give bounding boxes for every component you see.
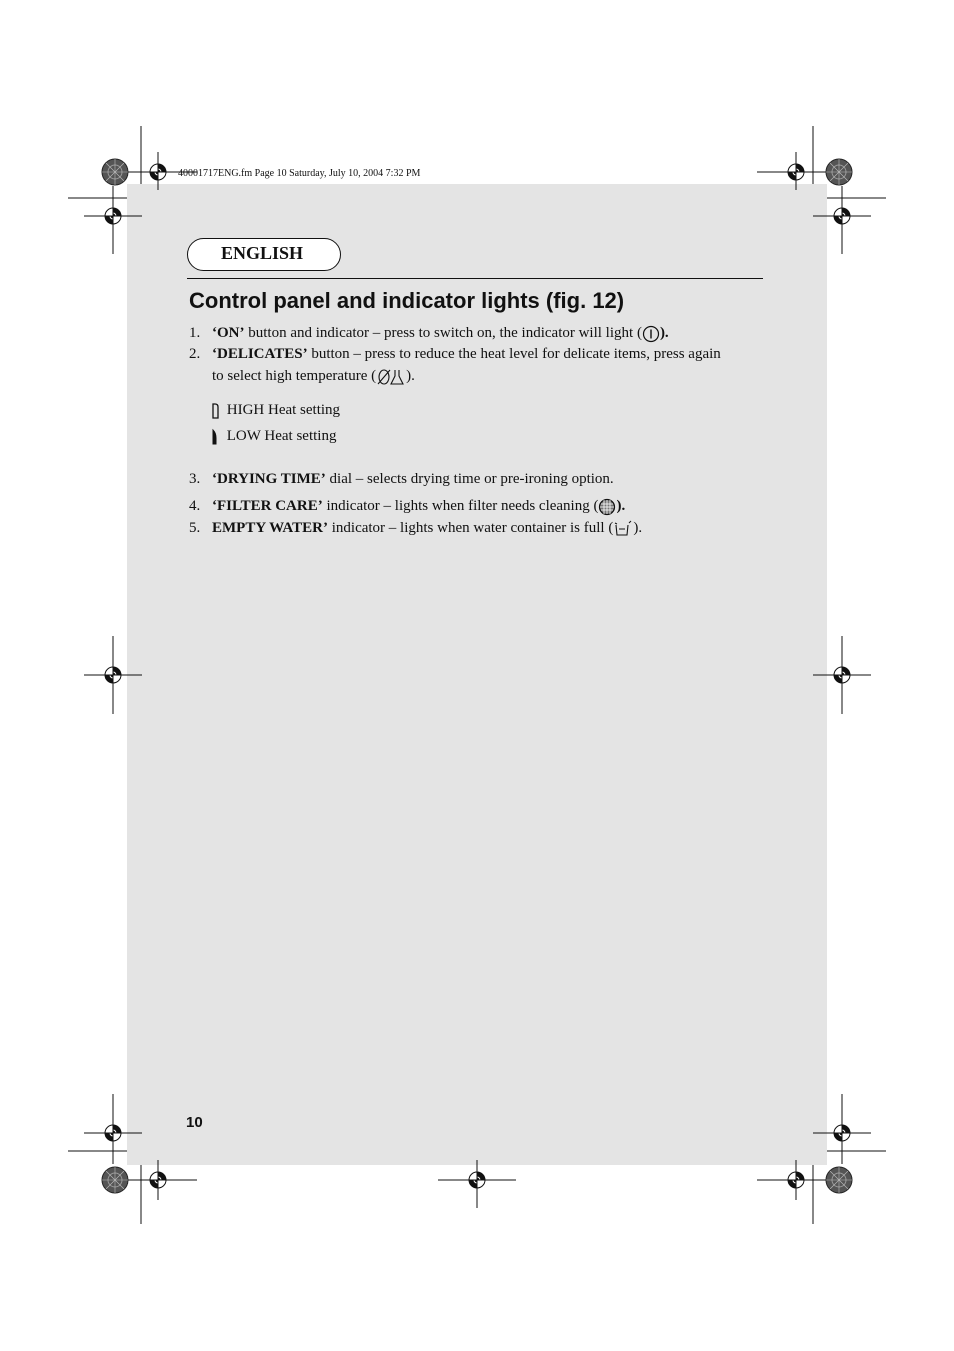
list-item-continuation [212, 367, 415, 386]
item-text: button and indicator – press to switch on, the indicator will light ( [244, 325, 642, 341]
item-number: 4. [189, 498, 201, 514]
heat-setting-high [211, 401, 340, 420]
page-title: Control panel and indicator lights (fig. 12) [189, 288, 625, 313]
language-tab [187, 238, 341, 271]
list-item [212, 470, 614, 488]
filter-icon [598, 498, 616, 516]
item-number: 3. [189, 471, 201, 487]
high-heat-icon [211, 402, 223, 420]
low-heat-icon [211, 428, 223, 446]
item-text: indicator – lights when filter needs cleaning ( [322, 498, 599, 514]
item-term: ‘DRYING TIME’ [212, 471, 326, 487]
delicates-icon [376, 368, 406, 386]
item-end: ). [616, 498, 626, 514]
item-text: dial – selects drying time or pre-ironing option. [325, 471, 614, 487]
item-number: 2. [189, 346, 201, 362]
item-text: indicator – lights when water container is full ( [327, 520, 614, 536]
item-term: EMPTY WATER’ [212, 520, 328, 536]
heat-setting-label: HIGH Heat setting [226, 402, 341, 418]
item-term: ‘DELICATES’ [212, 346, 308, 362]
item-term: ‘FILTER CARE’ [212, 498, 323, 514]
list-item [212, 497, 625, 516]
language-label: ENGLISH [221, 243, 304, 263]
item-text: to select high temperature ( [212, 368, 377, 384]
power-icon [642, 325, 660, 343]
item-end: ). [406, 368, 415, 384]
list-item [212, 324, 669, 343]
item-text: button – press to reduce the heat level for delicate items, press again [307, 346, 721, 362]
item-end: ). [633, 520, 643, 536]
list-item [212, 519, 642, 538]
heat-setting-label: LOW Heat setting [226, 428, 337, 444]
heat-setting-low [211, 427, 336, 446]
water-container-icon [613, 520, 633, 538]
list-item [212, 345, 721, 363]
file-slug: 40001717ENG.fm Page 10 Saturday, July 10, 2004 7:32 PM [178, 168, 421, 179]
item-number: 5. [189, 520, 201, 536]
item-term: ‘ON’ [212, 325, 245, 341]
header-rule [187, 278, 763, 279]
item-end: ). [659, 325, 669, 341]
item-number: 1. [189, 325, 201, 341]
page-number: 10 [186, 1114, 203, 1131]
